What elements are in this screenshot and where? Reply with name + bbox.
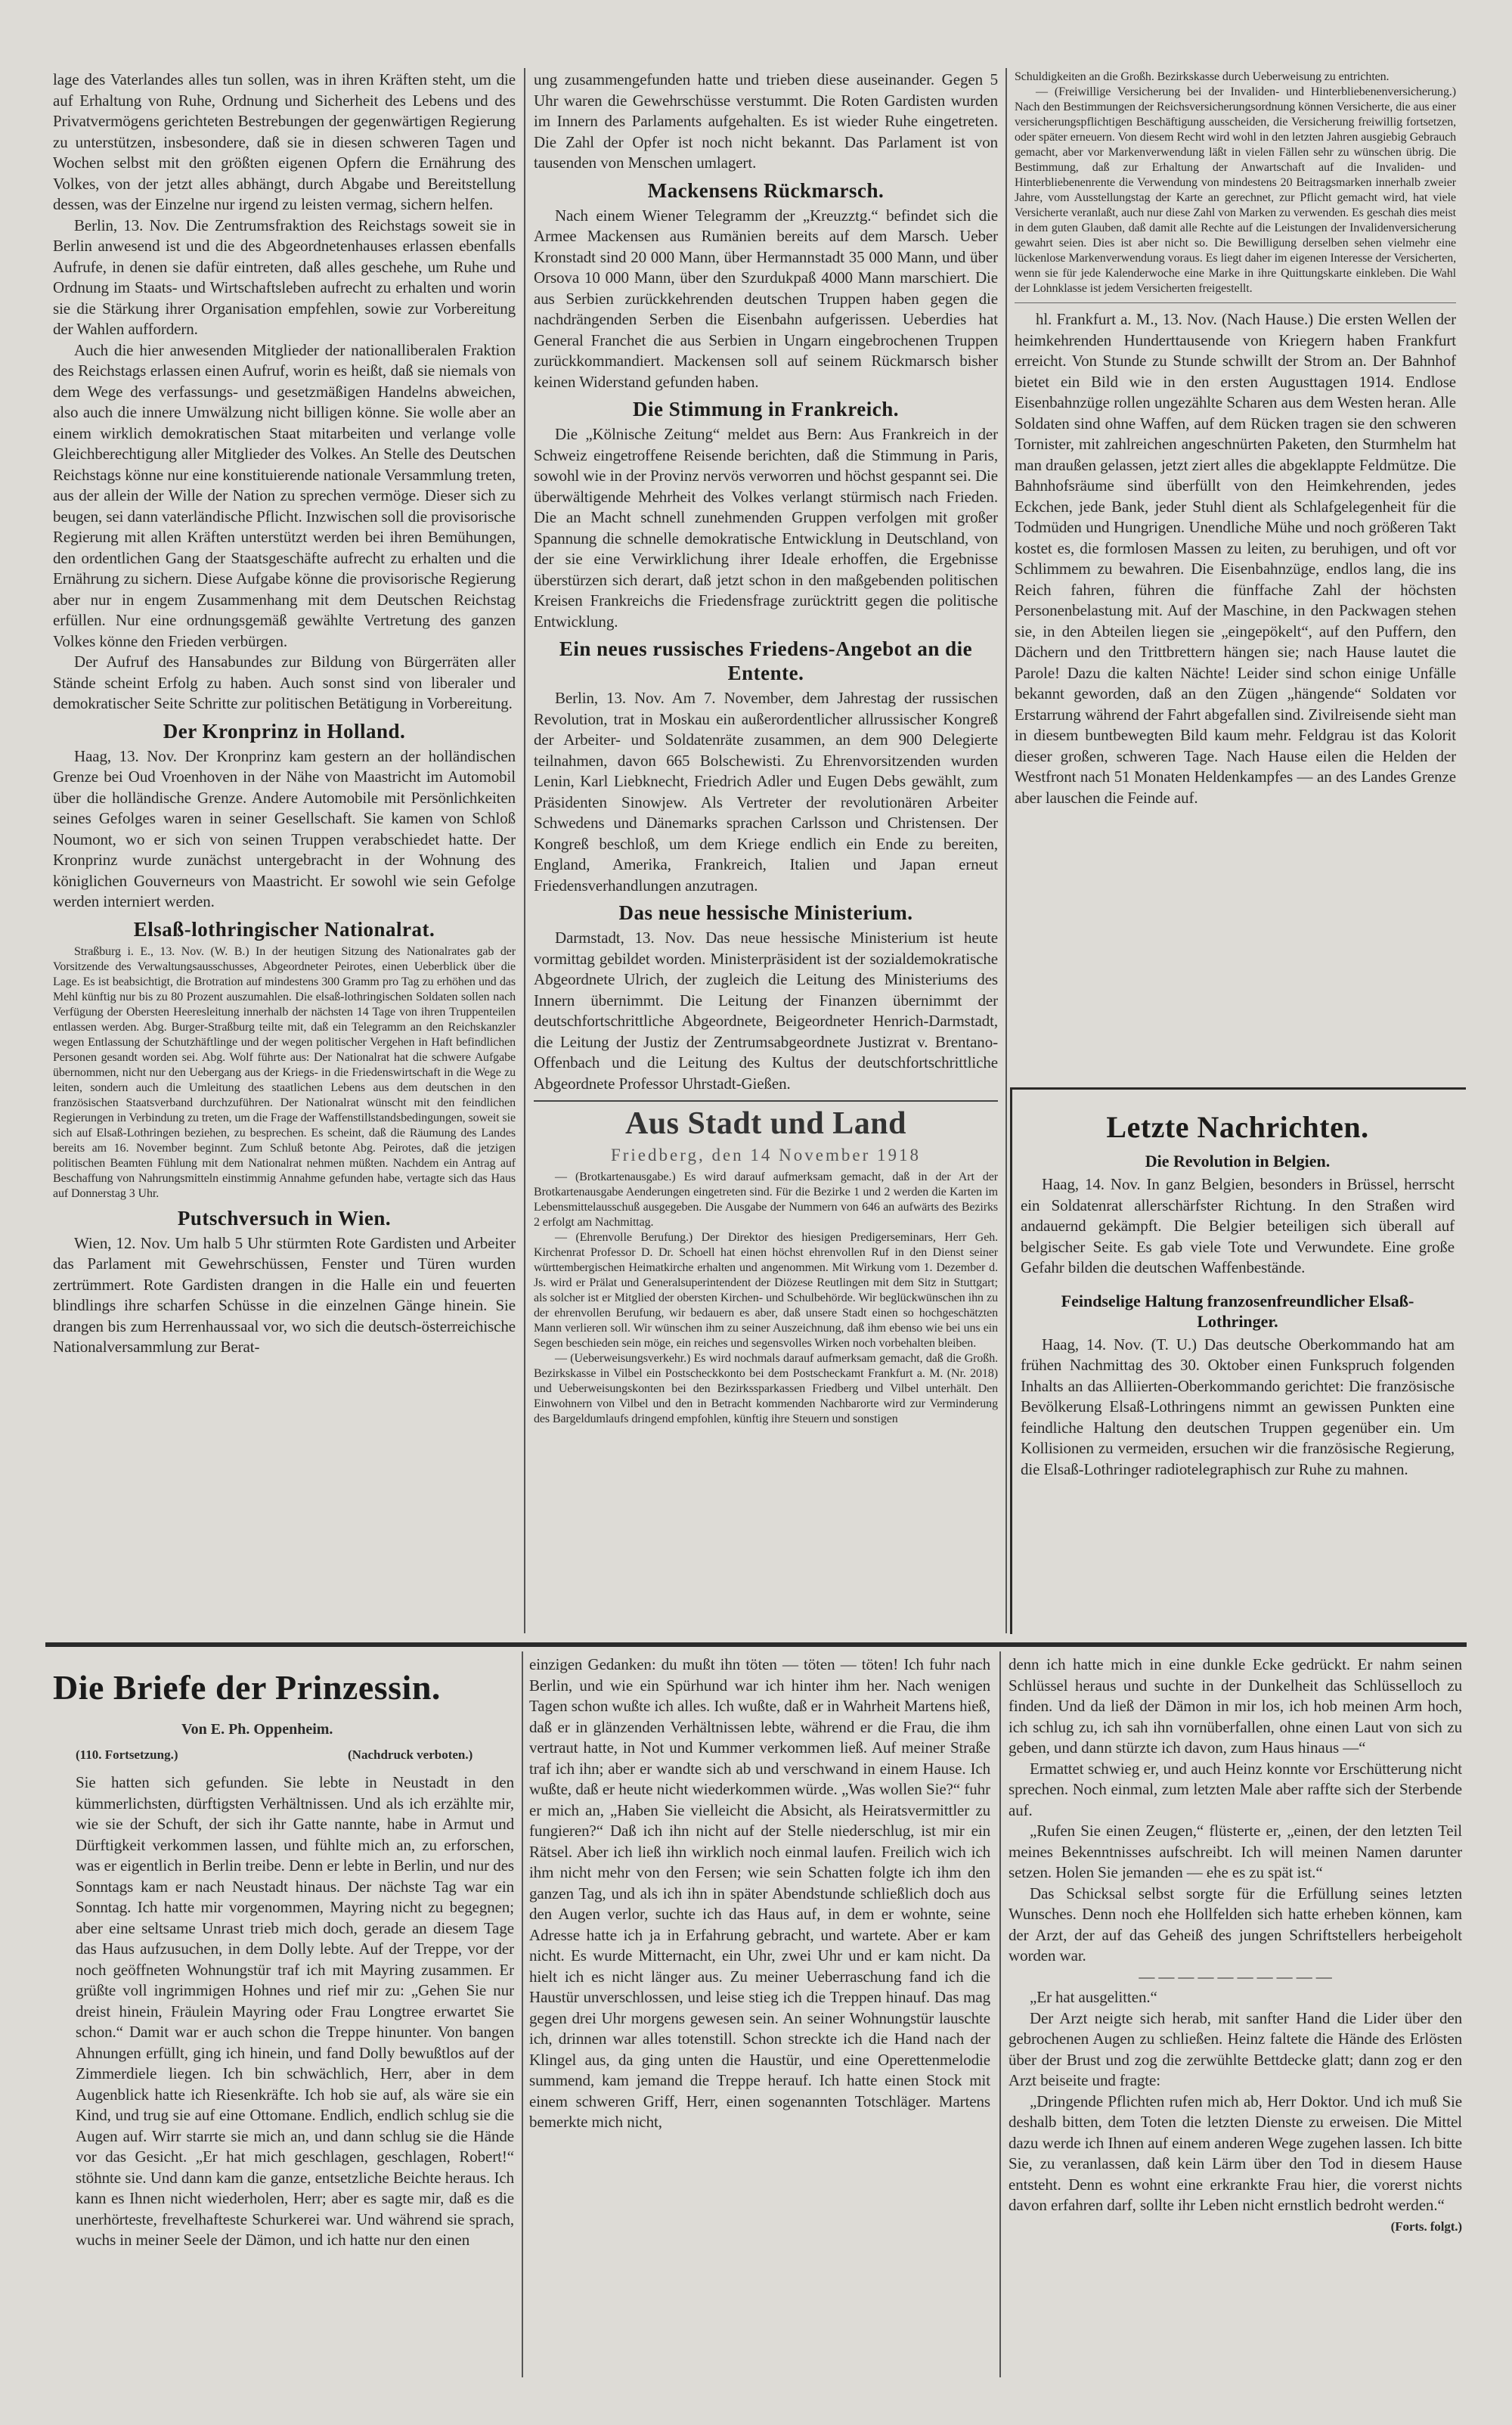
- headline-belgien: Die Revolution in Belgien.: [1145, 1152, 1331, 1171]
- article-text: Wien, 12. Nov. Um halb 5 Uhr stürmten Rote Gardisten und Arbeiter das Parlament mit Gewehrschüssen, Fenster und Türen wurden zertrümmert. Rote Gardisten drangen in die Halle ein und feuerten blindlings ihre scharfen Schüsse in die einzelnen Gänge hinein. Sie drangen bis zum Herrenhaussaal vor, wo sich die deutsch-österreichische Nationalversammlung zur Berat-: [53, 1233, 516, 1356]
- latest-news-title: Letzte Nachrichten.: [1106, 1110, 1369, 1144]
- feuilleton-rule: [45, 1642, 1467, 1647]
- article-text: Haag, 14. Nov. In ganz Belgien, besonders in Brüssel, herrscht ein Soldatenrat allerschärfster Richtung. In den Straßen wird andauernd gekämpft. Die Belgier beteiligen sich überall auf belgischer Seite. Es gab viele Tote und Verwundete. Eine große Gefahr bilden die deutschen Waffenbestände.: [1021, 1175, 1455, 1276]
- article-text: Straßburg i. E., 13. Nov. (W. B.) In der heutigen Sitzung des Nationalrates gab der Vorsitzende des Verwaltungsausschusses, Abgeordneter Peirotes, einen Ueberblick über die Lage. Es ist beabsichtigt, die Brotration auf mindestens 300 Gramm pro Tag zu erhöhen und das Mehl künftig nur bis zu 80 Prozent auszumahlen. Die elsaß-lothringischen Soldaten sollen nach Verfügung der Obersten Heeresleitung innerhalb der nächsten 14 Tage von ihren Truppenteilen entlassen werden. Abg. Burger-Straßburg teilte mit, daß ein Telegramm an den Reichskanzler wegen Entlassung der Schutzhäftlinge und der wegen politischer Vergehen in Haft befindlichen Personen gesandt worden sei. Abg. Wolf führte aus: Der Nationalrat hat die schwere Aufgabe übernommen, nicht nur den Uebergang aus der Kriegs- in die Friedenswirtschaft in die Wege zu leiten, sondern auch die Umleitung des staatlichen Lebens aus dem deutschen in den französischen Staatsverband durchzuführen. Der Nationalrat wünscht mit den feindlichen Regierungen in Verbindung zu treten, um die Frage der Waffenstillstandsbedingungen, soweit sie sich auf Elsaß-Lothringen beziehen, zu besprechen. Es scheint, daß die Räumung des Landes bereits am 16. November beginnt. Zum Schluß betonte Abg. Peirotes, daß die jetzigen politischen Beamten Fühlung mit dem Nationalrat nehmen müßten. Nachdem ein Antrag auf Beschaffung von Nahrungsmitteln einstimmig Annahme gefunden habe, vertagte sich das Haus auf Donnerstag 3 Uhr.: [53, 944, 516, 1200]
- local-news: Schuldigkeiten an die Großh. Bezirkskasse durch Ueberweisung zu entrichten.: [1015, 70, 1390, 83]
- story-text: „Dringende Pflichten rufen mich ab, Herr Doktor. Und ich muß Sie deshalb bitten, dem Toten die letzten Dienste zu erweisen. Die Mittel dazu werde ich Ihnen auf einem anderen Wege zugehen lassen. Ich bitte Sie, zu veranlassen, daß kein Lärm über den Tod in diesem Hause entsteht. Denn es wohnt eine erkrankte Frau hier, die vorerst nichts davon erfahren darf, sollte ihr Leben nicht ernstlich bedroht werden.“: [1009, 2092, 1462, 2214]
- local-news: — (Freiwillige Versicherung bei der Invaliden- und Hinterbliebenenversicherung.) Nach den Bestimmungen der Reichsversicherungsordnung können Versicherte, die aus einer versicherungspflichtigen Beschäftigung ausscheiden, die Versicherung freiwillig fortsetzen, oder später erneuern. Von diesem Recht wird wohl in den letzten Jahren ausgiebig Gebrauch gemacht, aber vor Markenverwendung läßt in vielen Fällen sehr zu wünschen übrig. Die Bestimmung, daß zur Erhaltung der Anwartschaft auf die Invaliden- und Hinterbliebenenrente die Verwendung von mindestens 20 Beitragsmarken innerhalb zweier Jahre, vom Ausstellungstag der Karte an gerechnet, zur Pflicht gemacht wird, hat viele Versicherte veranlaßt, auch nur diese Zahl von Marken zu verwenden. Es geschah dies meist in dem guten Glauben, daß damit alle Rechte auf die Leistungen der Invalidenversicherung gewahrt seien. Dies ist aber nicht so. Die Bewilligung derselben sehen vielmehr eine lückenlose Markenverwendung voraus. Es liegt daher im eigenen Interesse der Versicherten, wenn sie für jede Kalenderwoche eine Marke in ihre Quittungskarte einkleben. Die Wahl der Lohnklasse ist jedem Versicherten freigestellt.: [1015, 85, 1456, 295]
- feuilleton-column-2: [529, 1654, 990, 2133]
- article-text: Haag, 14. Nov. (T. U.) Das deutsche Oberkommando hat am frühen Nachmittag des 30. Oktober einen Funkspruch folgenden Inhalts an das Alliierten-Oberkommando gerichtet: Die französische Bevölkerung Elsaß-Lothringens nimmt an gewissen Punkten eine feindliche Haltung den deutschen Truppen gegenüber ein. Um Kollisionen zu vermeiden, ersuchen wir die französische Regierung, die Elsaß-Lothringer radiotelegraphisch zur Ruhe zu mahnen.: [1021, 1335, 1455, 1478]
- author-byline: Von E. Ph. Oppenheim.: [181, 1721, 333, 1738]
- story-text: „Er hat ausgelitten.“: [1030, 1988, 1157, 2006]
- local-news: — (Ehrenvolle Berufung.) Der Direktor des hiesigen Predigerseminars, Herr Geh. Kirchenrat Professor D. Dr. Schoell hat einen höchst ehrenvollen Ruf in den Dienst seiner württembergischen Heimatkirche erhalten und angenommen. Mit Wirkung vom 1. Dezember d. Js. wird er Prälat und Generalsuperintendent der Diözese Reutlingen mit dem Sitz in Stuttgart; als solcher ist er Mitglied der obersten Kirchen- und Schulbehörde. Wir beglückwünschen ihn zu der ehrenvollen Berufung, wir bedauern es aber, daß unsere Stadt einen so hochgeschätzten Mann verlieren soll. Wir wünschen ihm zu seiner Auszeichnung, daß ihm ebenso wie bei uns ein Segen beschieden sein möge, ein reiches und segensvolles Wirken noch vorbehalten bleiben.: [534, 1231, 998, 1350]
- feuilleton-column-1: [76, 1772, 514, 2251]
- local-news: — (Brotkartenausgabe.) Es wird darauf aufmerksam gemacht, daß in der Art der Brotkartenausgabe Aenderungen eingetreten sind. Für die Bezirke 1 und 2 werden die Karten im Lebensmittelausschuß ausgegeben. Die Ausgabe der Nummern von 646 an aufwärts des Bezirks 2 erfolgt am Nachmittag.: [534, 1171, 998, 1229]
- column-3: [1015, 70, 1456, 808]
- scene-break: — — — — — — — — — —: [1139, 1967, 1332, 1986]
- story-text: Das Schicksal selbst sorgte für die Erfüllung seines letzten Wunsches. Denn noch ehe Hollfelden sich hatte erheben können, kam der Arzt, der auf das Geheiß des jungen Schriftstellers herbeigeholt worden war.: [1009, 1884, 1462, 1964]
- headline-feindselig: Feindselige Haltung franzosenfreundlicher Elsaß-Lothringer.: [1061, 1291, 1414, 1331]
- story-text: Ermattet schwieg er, und auch Heinz konnte vor Erschütterung nicht sprechen. Noch einmal, zum letzten Male aber raffte sich der Sterbende auf.: [1009, 1759, 1462, 1819]
- column-2: [534, 70, 998, 1427]
- article-text: hl. Frankfurt a. M., 13. Nov. (Nach Hause.) Die ersten Wellen der heimkehrenden Hunderttausende von Kriegern haben Frankfurt erreicht. Von Stunde zu Stunde schwillt der Strom an. Der Bahnhof bietet ein Bild wie in den ersten Augusttagen 1914. Endlose Eisenbahnzüge rollen ungezählte Scharen aus dem Westen heran. Alle Soldaten sind ohne Waffen, auf dem Rücken tragen sie den schweren Tornister, mit zahlreichen angeschnürten Paketen, den Sturmhelm hat man draußen gelassen, jetzt ziert alles die abgeklappte Feldmütze. Die Bahnhofsräume sind überfüllt von den Heimkehrenden, jedes Eckchen, jede Bank, jeder Stuhl dient als Schlafgelegenheit für die Todmüden und Hungrigen. Unendliche Mühe und noch größeren Takt kostet es, die formlosen Massen zu leiten, zu beruhigen, und oft vor Schlimmem zu bewahren. Die Eisenbahnzüge, endlos lang, die ins Reich fahren, führen die fünffache Zahl der höchsten Personenbelastung mit. Auf der Maschine, in den Packwagen stehen sie, in den Abteilen liegen sie „eingepökelt“, auf den Puffern, den Dächern und den Trittbrettern hängen sie; nach Hause lautet die Parole! Dazu die kalten Nächte! Leider sind schon einige Unfälle bekannt geworden, daß an den Zügen „hängende“ Soldaten vor Erstarrung während der Fahrt abgefallen sind. Zivilreisende sieht man in diesem buntbewegten Bild kaum mehr. Feldgrau ist das Kolorit dieser großen, schweren Tage. Nach Hause eilen die Helden der Westfront nach 51 Monaten Heldenkampfes — an des Landes Grenze aber lauschen die Feinde auf.: [1015, 310, 1456, 807]
- continued-notice: (Forts. folgt.): [1390, 2219, 1462, 2234]
- story-text: Sie hatten sich gefunden. Sie lebte in Neustadt in den kümmerlichsten, dürftigsten Verhältnissen. Und als ich erzählte mir, wie sie der Schuft, der sich ihr Gatte nannte, habe in Armut und Dürftigkeit verkommen lassen, und fühlte mich an, zu erforschen, was er eigentlich in Berlin treibe. Denn er lebte in Berlin, und nur des Sonntags kam er nach Neustadt hinaus. Der nächste Tag war ein Sonntag. Ich hatte mir vorgenommen, Mayring nicht zu begegnen; aber eine seltsame Unrast trieb mich doch, gerade an diesem Tage das Haus aufzusuchen, in dem Dolly lebte. Auf der Treppe, vor der noch geöffneten Wohnungstür traf ich mit Mayring zusammen. Er grüßte voll ingrimmigen Hohnes und rief mir zu: „Gehen Sie nur dreist hinein, Fräulein Mayring oder Frau Longtree erwartet Sie schon.“ Damit war er auch schon die Treppe hinunter. Von bangen Ahnungen erfüllt, ging ich hinein, und fand Dolly bewußtlos auf der Zimmerdiele liegen. Ich bin schwächlich, Herr, aber in dem Augenblick hatte ich Riesenkräfte. Ich hob sie auf, als wäre sie ein Kind, und trug sie auf eine Ottomane. Endlich, endlich schlug sie die Augen auf. Wirr starrte sie mich an, und dann schlug sie die Hände vor das Gesicht. „Er hat mich geschlagen, geschlagen, Robert!“ stöhnte sie. Und dann kam die ganze, entsetzliche Beichte heraus. Ich kann es Ihnen nicht wiederholen, Herr; aber es sagte mir, daß es die unerhörteste, frevelhafteste Schurkerei war. Und während sie sprach, wuchs in meiner Seele der Dämon, und ich hatte nur den einen: [76, 1773, 514, 2249]
- headline-mackensen: Mackensens Rückmarsch.: [647, 178, 885, 202]
- article-text: Berlin, 13. Nov. Am 7. November, dem Jahrestag der russischen Revolution, trat in Moskau ein außerordentlicher allrussischer Kongreß der Arbeiter- und Soldatenräte zusammen, an dem 900 Delegierte teilnahmen, davon 665 Bolschewisti. Zu Ehrenvorsitzenden wurden Lenin, Karl Liebknecht, Friedrich Adler und Eugen Debs gewählt, zum Präsidenten Sinowjew. Als Vertreter der revolutionären Arbeiter Schwedens und Dänemarks sprachen Carlsson und Christensen. Der Kongreß beschloß, um dem Kriege endlich ein Ende zu bereiten, England, Amerika, Frankreich, Italien und Japan erneut Friedensverhandlungen anzutragen.: [534, 689, 998, 895]
- headline-elsass: Elsaß-lothringischer Nationalrat.: [133, 917, 435, 941]
- paragraph: ung zusammengefunden hatte und trieben diese auseinander. Gegen 5 Uhr waren die Gewehrschüsse verstummt. Die Roten Gardisten wurden im Innern des Parlaments aufgehalten. Es ist wieder Ruhe eingetreten. Die Zahl der Opfer ist noch nicht bekannt. Das Parlament ist von tausenden von Menschen umlagert.: [534, 70, 998, 172]
- article-text: Darmstadt, 13. Nov. Das neue hessische Ministerium ist heute vormittag gebildet worden. Ministerpräsident ist der sozialdemokratische Abgeordnete Ulrich, der zugleich die Leitung des Ministeriums des Innern übernimmt. Die Leitung der Finanzen übernimmt der deutschfortschrittliche Abgeordnete, Beigeordneter Henrich-Darmstadt, die Leitung der Justiz der Zentrumsabgeordnete Justizrat v. Brentano-Offenbach und die Leitung des Kultus der deutschfortschrittliche Abgeordnete Professor Uhrstadt-Gießen.: [534, 929, 998, 1093]
- paragraph: Berlin, 13. Nov. Die Zentrumsfraktion des Reichstags soweit sie in Berlin anwesend ist und die des Abgeordnetenhauses erlassen ebenfalls Aufrufe, in denen sie dafür eintreten, daß alles geschehe, um Ruhe und Ordnung im Staats- und Wirtschaftsleben aufrecht zu erhalten und worin sie die Stärkung ihrer Organisation empfehlen, sowie zur Vorbereitung der Wahlen auffordern.: [53, 216, 516, 338]
- paragraph: Auch die hier anwesenden Mitglieder der nationalliberalen Fraktion des Reichstags erlassen einen Aufruf, worin es heißt, daß sie niemals von dem Wege des verfassungs- und gesetzmäßigen Handelns abweichen, also auch die innere Umwälzung nicht billigen könne. Sie wolle aber an einem wirklich demokratischen Staat mitarbeiten und verlange volle Gleichberechtigung aller Mitglieder des Volkes. An Stelle des Deutschen Reichstags könne nur eine konstituierende nationale Versammlung treten, aus der allein der Wille der Nation zu sprechen vermöge. Dieser sich zu beugen, sei dann vaterländische Pflicht. Inzwischen soll die provisorische Regierung mit allen Kräften unterstützt werden bei ihren Bemühungen, den ordentlichen Gang der Staatsgeschäfte aufrecht zu erhalten und die Ernährung zu sichern. Diese Aufgabe könne die provisorische Regierung aber nur in engem Zusammenhang mit dem Deutschen Reichstag erfüllen. Nur eine ordnungsgemäß gewählte Vertretung des ganzen Volkes könne den Frieden verbürgen.: [53, 340, 516, 650]
- headline-wien: Putschversuch in Wien.: [177, 1206, 392, 1230]
- column-1: [53, 70, 516, 1358]
- headline-russland: Ein neues russisches Friedens-Angebot an die Entente.: [559, 637, 973, 684]
- paragraph: lage des Vaterlandes alles tun sollen, was in ihren Kräften steht, um die auf Erhaltung von Ruhe, Ordnung und Sicherheit des Lebens und des Privatvermögens gerichteten Bestrebungen der gegenwärtigen Regierung zu unterstützen, insbesondere, daß sie in diesen schweren Tagen und Wochen selbst mit den größten eigenen Opfern die Ernährung des Volkes, von der jetzt alles abhängt, durch Abgabe und Bereitstellung dessen, was der Einzelne nur irgend zu leisten vermag, sichern helfen.: [53, 70, 516, 213]
- article-text: Nach einem Wiener Telegramm der „Kreuzztg.“ befindet sich die Armee Mackensen aus Rumänien bereits auf dem Marsch. Ueber Kronstadt sind 20 000 Mann, über Hermannstadt 35 000 Mann, und über Orsova 10 000 Mann, über den Szurdukpaß 4000 Mann marschiert. Die aus Serbien zurückkehrenden deutschen Truppen haben gegen die nachdrängenden Serben die Eisenbahn aufgerissen. Ueberdies hat General Franchet die aus Serbien in Ungarn eingebrochenen Truppen zurückkommandiert. Mackensen soll auf seinem Rückmarsch bisher keinen Widerstand gefunden haben.: [534, 206, 998, 391]
- latest-news: [1021, 1104, 1455, 1480]
- article-text: Haag, 13. Nov. Der Kronprinz kam gestern an der holländischen Grenze bei Oud Vroenhoven in der Nähe von Maastricht im Automobil über die holländische Grenze. Andere Automobile mit Persönlichkeiten seines Gefolges waren in seiner Gesellschaft. Sie kamen von Schloß Noumont, wo er sich von seinen Truppen verabschiedet hatte. Der Kronprinz wurde zunächst untergebracht in der Wohnung des königlichen Gouverneurs von Maastricht. Er sowohl wie sein Gefolge werden interniert werden.: [53, 746, 516, 910]
- story-text: einzigen Gedanken: du mußt ihn töten — töten — töten! Ich fuhr nach Berlin, und wie ein Spürhund war ich hinter ihm her. Nach wenigen Tagen schon wußte ich alles. Ich wußte, daß er in Wahrheit Martens hieß, daß er in glänzenden Verhältnissen lebte, während er die Frau, die ihm vertraut hatte, in Not und Kummer verkommen ließ. Auf meiner Straße traf ich ihn; aber er wandte sich ab und verschwand in einem Hause. Ich wußte, daß er heute nicht wiederkommen würde. „Was wollen Sie?“ fuhr er mich an, „Haben Sie vielleicht die Absicht, als Heiratsvermittler zu fungieren?“ Daß ich ihn nicht auf der Stelle niederschlug, ist mir ein Rätsel. Aber ich ließ ihn wirklich noch einmal laufen. Freilich wich ich ihm nicht mehr von den Fersen; wie sein Schatten folgte ich ihm den ganzen Tag, und als ich ihn in später Abendstunde schließlich doch aus den Augen verlor, suchte ich das Haus auf, in dem er wohnte, seine Adresse hatte ich ja in Erfahrung gebracht, und wartete. Aber er kam nicht. Es wurde Mitternacht, ein Uhr, zwei Uhr und er kam nicht. Da hielt ich es nicht länger aus. Zu meiner Ueberraschung fand ich die Haustür unverschlossen, und leise stieg ich die Treppen hinauf. Das mag gegen drei Uhr morgens gewesen sein. An seiner Wohnungstür lauschte ich, drinnen war alles totenstill. Schon streckte ich die Hand nach der Klingel aus, da ging unten die Haustür, und eine Operettenmelodie summend, kam jemand die Treppe herauf. Ich hatte einen Stock mit einem schweren Griff, Herr, einen sogenannten Totschläger. Martens bemerkte mich nicht,: [529, 1655, 990, 2131]
- column-divider: [524, 68, 525, 1633]
- story-text: „Rufen Sie einen Zeugen,“ flüsterte er, „einen, der den letzten Teil meines Bekenntnisses aufschreibt. Ich will meinen Namen darunter setzen. Holen Sie jemanden — ehe es zu spät ist.“: [1009, 1822, 1462, 1881]
- column-divider: [522, 1651, 523, 2377]
- story-text: Der Arzt neigte sich herab, mit sanfter Hand die Lider über den gebrochenen Augen zu schließen. Heinz faltete die Hände des Erlösten über der Brust und zog die zerwühlte Bettdecke glatt; dann zog er den Arzt beiseite und fragte:: [1009, 2008, 1462, 2089]
- headline-kronprinz: Der Kronprinz in Holland.: [163, 719, 406, 743]
- section-divider: [534, 1100, 998, 1102]
- column-divider: [999, 1651, 1001, 2377]
- feuilleton-title: Die Briefe der Prinzessin.: [53, 1668, 441, 1707]
- article-text: Die „Kölnische Zeitung“ meldet aus Bern: Aus Frankreich in der Schweiz eingetroffene Reisende berichten, daß die Stimmung in Paris, sowohl wie in der Provinz nervös verworren und höchst gespannt sei. Die überwältigende Mehrheit des Volkes verlangt stürmisch nach Frieden. Die an Macht schnell zunehmenden Gruppen verfolgen mit großer Spannung die schnelle demokratische Entwicklung in Deutschland, von der sie eine Verwirklichung ihrer Ideale erhoffen, die Ergebnisse überstürzen sich derart, daß jetzt schon in den maßgebenden politischen Kreisen Frankreichs die Friedensfrage zurücktritt gegen die politische Entwicklung.: [534, 425, 998, 631]
- local-news: — (Ueberweisungsverkehr.) Es wird nochmals darauf aufmerksam gemacht, daß die Großh. Bezirkskasse in Vilbel ein Postscheckkonto bei dem Postscheckamt Frankfurt a. M. (Nr. 2018) und Ueberweisungskonten bei den Bezirkssparkassen Friedberg und Vilbel unterhält. Den Einwohnern von Vilbel und den in Betracht kommenden Nachbarorte wird zur Verminderung des Bargeldumlaufs dringend empfohlen, künftig ihre Steuern und sonstigen: [534, 1352, 998, 1425]
- section-title: Aus Stadt und Land: [624, 1106, 907, 1141]
- column-divider: [1005, 68, 1007, 1633]
- headline-hessen: Das neue hessische Ministerium.: [618, 901, 913, 924]
- feuilleton-column-3: [1009, 1654, 1462, 2237]
- divider: [1015, 302, 1456, 303]
- paragraph: Der Aufruf des Hansabundes zur Bildung von Bürgerräten aller Stände scheint Erfolg zu haben. Auch sonst sind von liberaler und demokratischer Seite Schritte zur politischen Betätigung in Vorbereitung.: [53, 653, 516, 712]
- story-text: denn ich hatte mich in eine dunkle Ecke gedrückt. Er nahm seinen Schlüssel heraus und suchte in der Dunkelheit das Schlüsselloch zu finden. Und da ließ der Dämon in mir los, ich hob meinen Arm hoch, ich schlug zu, ich sah ihn vornüberfallen, ohne einen Laut von sich zu geben, und dann stürzte ich davon, zum Haus hinaus —“: [1009, 1655, 1462, 1757]
- reprint-notice: (Nachdruck verboten.): [348, 1747, 473, 1762]
- installment-number: (110. Fortsetzung.): [76, 1747, 178, 1762]
- headline-frankreich: Die Stimmung in Frankreich.: [632, 398, 899, 420]
- dateline: Friedberg, den 14 November 1918: [610, 1146, 922, 1164]
